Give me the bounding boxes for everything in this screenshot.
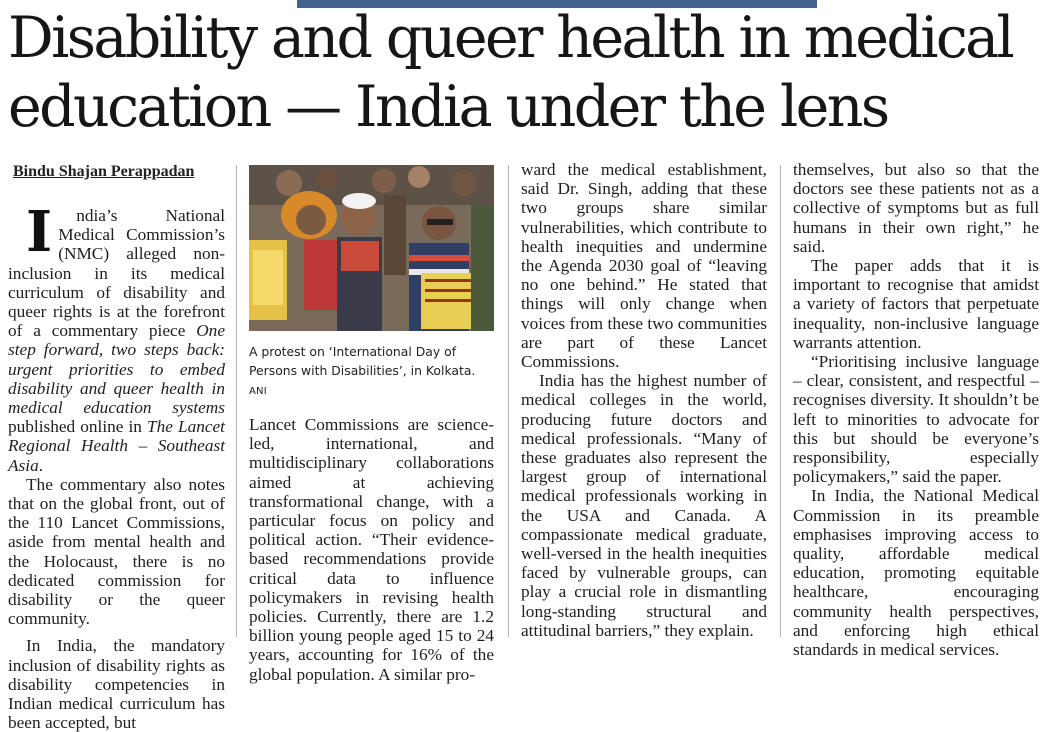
drop-cap: I: [26, 199, 53, 265]
photo-caption: A protest on ‘International Day of Persons with Disabilities’, in Kolkata. ANI: [249, 344, 476, 397]
paragraph: themselves, but also so that the doctors see these patients not as a collective of symptoms but as full humans in their own right,” he said.: [793, 160, 1039, 256]
paragraph: Lancet Commissions are science-led, international, and multidisciplinary collaborations aimed at achieving transformational change, with a particular focus on policy and political action. “Their evidence-based recommendations provide critical data to influence policymakers in revising health policies. Currently, there are 1.2 billion young people aged 15 to 24 years, accounting for 16% of the global population. A similar pro-: [249, 415, 494, 684]
column-3: [521, 160, 767, 640]
protest-photo: [249, 165, 494, 331]
journal-name: The Lancet Regional Health – Southeast Asia: [8, 417, 225, 475]
paragraph: The commentary also notes that on the global front, out of the 110 Lancet Commissions, aside from mental health and the Holocaust, there is no dedicated commission for disability or the queer community.: [8, 474, 225, 629]
column-2: [249, 160, 494, 684]
column-1: [8, 160, 225, 732]
column-rule: [508, 165, 509, 637]
paragraph: In India, the National Medical Commission in its preamble emphasises improving access to quality, affordable medical education, promoting equitable healthcare, encouraging community health perspectives, and enforcing high ethical standards in medical services.: [793, 486, 1039, 660]
headline-line-2: education — India under the lens: [8, 74, 888, 140]
paragraph: In India, the mandatory inclusion of disability rights as disability competencies in Indian medical curriculum has been accepted, but: [8, 636, 225, 732]
paragraph: “Prioritising inclusive language – clear, consistent, and respectful – recognises diversity. It shouldn’t be left to minorities to advocate for this but should be everyone’s responsibility, especially policymakers,” said the paper.: [793, 352, 1039, 487]
headline: [8, 4, 1043, 142]
column-rule: [236, 165, 237, 637]
column-rule: [780, 165, 781, 637]
column-4: [793, 160, 1039, 660]
protest-photo-image: [249, 165, 494, 331]
headline-line-1: Disability and queer health in medical: [8, 5, 1013, 71]
paragraph: India has the highest number of medical colleges in the world, producing future doctors and medical professionals. “Many of these graduates also represent the largest group of international medical professionals working in the USA and Canada. A compassionate medical graduate, well-versed in the health inequities faced by vulnerable groups, can play a crucial role in dismantling long-standing structural and attitudinal barriers,” they explain.: [521, 371, 767, 640]
commentary-title: One step forward, two steps back: urgent priorities to embed disability and queer health in medical education systems: [8, 321, 225, 418]
paragraph: ward the medical establishment, said Dr. Singh, adding that these two groups share similar vulnerabilities, which contribute to health inequities and undermine the Agenda 2030 goal of “leaving no one behind.” He stated that things will only change when voices from these two communities are part of these Lancet Commissions.: [521, 160, 767, 372]
byline-author[interactable]: Bindu Shajan Perappadan: [13, 163, 195, 180]
lead-paragraph: I ndia’s National Medical Commission’s (NMC) alleged non-inclusion in its medical curriculum of disability and queer rights is at the forefront of a commentary piece One step forward, two steps back: urgent priorities to embed disability and queer health in medical education systems published online in The Lancet Regional Health – Southeast Asia.: [8, 199, 225, 475]
paragraph: The paper adds that it is important to recognise that amidst a variety of factors that perpetuate inequality, non-inclusive language warrants attention.: [793, 256, 1039, 352]
photo-credit: ANI: [249, 386, 267, 397]
